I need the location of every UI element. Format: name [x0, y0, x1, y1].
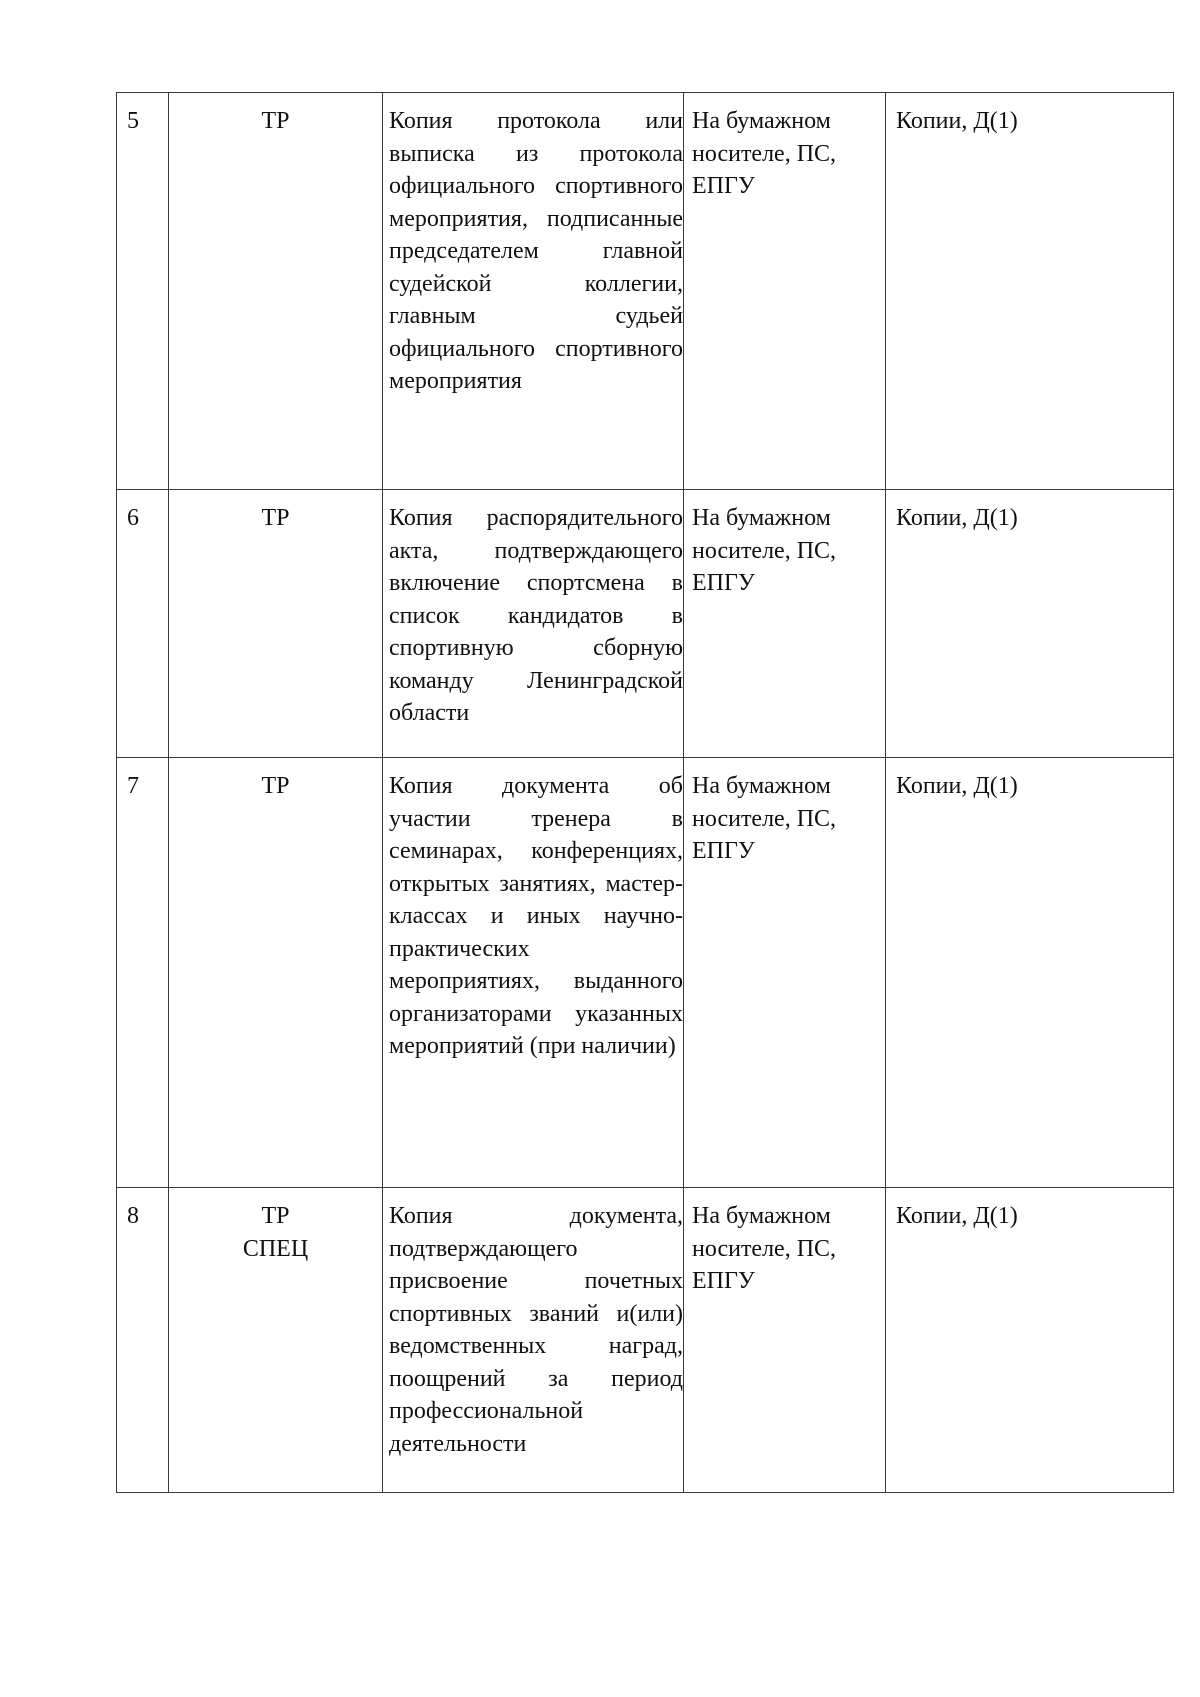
- submission-form: На бумажном носителе, ПС, ЕПГУ: [684, 758, 886, 1188]
- document-description: Копия документа, подтверждающего присвоение почетных спортивных званий и(или) ведомственных наград, поощрений за период профессиональной деятельности: [383, 1188, 684, 1493]
- category-line: ТР: [261, 108, 290, 134]
- submission-form: На бумажном носителе, ПС, ЕПГУ: [684, 93, 886, 490]
- row-number: 5: [117, 93, 169, 490]
- category-line: ТР: [261, 1203, 290, 1229]
- document-type: Копии, Д(1): [886, 93, 1174, 490]
- document-type: Копии, Д(1): [886, 1188, 1174, 1493]
- submission-form: На бумажном носителе, ПС, ЕПГУ: [684, 490, 886, 758]
- row-number: 8: [117, 1188, 169, 1493]
- row-number: 7: [117, 758, 169, 1188]
- submission-form: На бумажном носителе, ПС, ЕПГУ: [684, 1188, 886, 1493]
- category-line: ТР: [261, 773, 290, 799]
- category-line: ТР: [261, 505, 290, 531]
- table-row: [117, 93, 1174, 490]
- document-description: Копия протокола или выписка из протокола официального спортивного мероприятия, подписанные председателем главной судейской коллегии, главным судьей официального спортивного мероприятия: [383, 93, 684, 490]
- table-row: [117, 1188, 1174, 1493]
- applicant-category: [169, 758, 383, 1188]
- documents-table: [116, 92, 1174, 1493]
- category-line: СПЕЦ: [242, 1235, 309, 1262]
- applicant-category: [169, 490, 383, 758]
- applicant-category: [169, 93, 383, 490]
- table-row: [117, 490, 1174, 758]
- table-row: [117, 758, 1174, 1188]
- row-number: 6: [117, 490, 169, 758]
- document-description: Копия документа об участии тренера в семинарах, конференциях, открытых занятиях, мастер-классах и иных научно-практических мероприятиях, выданного организаторами указанных мероприятий (при наличии): [383, 758, 684, 1188]
- document-type: Копии, Д(1): [886, 758, 1174, 1188]
- document-description: Копия распорядительного акта, подтверждающего включение спортсмена в список кандидатов в спортивную сборную команду Ленинградской области: [383, 490, 684, 758]
- document-type: Копии, Д(1): [886, 490, 1174, 758]
- applicant-category: [169, 1188, 383, 1493]
